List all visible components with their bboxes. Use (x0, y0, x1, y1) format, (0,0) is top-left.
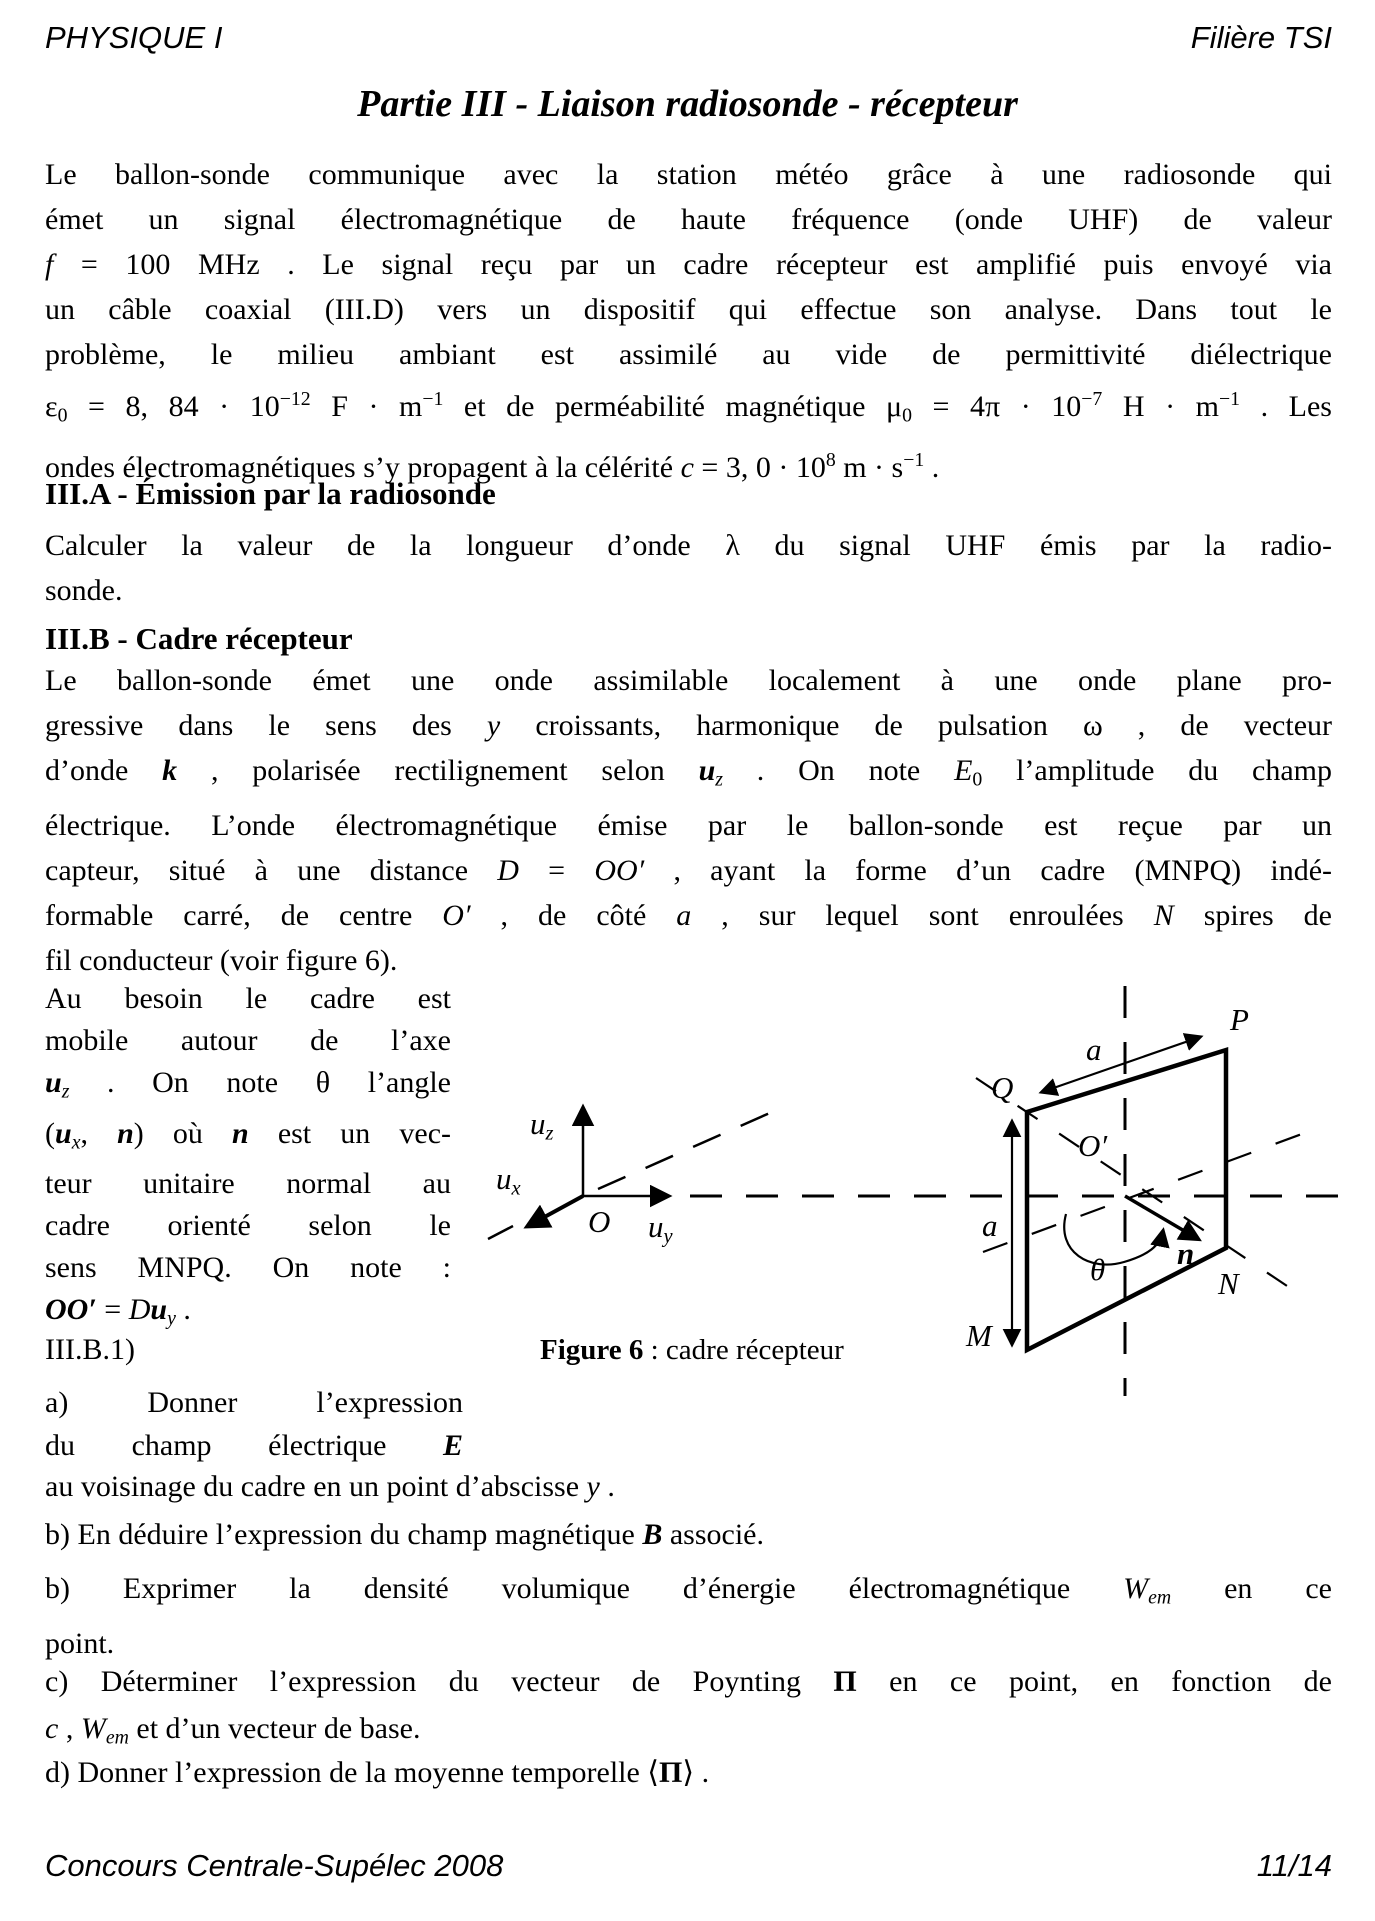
text-line: Calculer la valeur de la longueur d’onde λ du signal UHF émis par la radio- (45, 529, 1332, 562)
text-line: d’onde k , polarisée rectilignement selon uz . On note E0 l’amplitude du champ (45, 754, 1332, 791)
figure-caption: Figure 6 : cadre récepteur (540, 1334, 844, 1366)
text-line: c , Wem et d’un vecteur de base. (45, 1712, 421, 1749)
uy-axis-label: uy (648, 1209, 673, 1248)
text-line: ondes électromagnétiques s’y propagent à la célérité c = 3, $0 \cdot 10^8$ $m \cdot s^{-1}$ . (45, 449, 940, 485)
text-line: fil conducteur (voir figure 6). (45, 943, 398, 977)
text-line: émet un signal électromagnétique de haute fréquence (onde UHF) de valeur (45, 203, 1332, 236)
x-axis-dashed-extension (598, 1112, 772, 1189)
header-course-label: PHYSIQUE I (45, 20, 223, 55)
x-direction-dashed-through-oprime (983, 1128, 1318, 1252)
text-line: b) Exprimer la densité volumique d’énergie électromagnétique Wem en ce (45, 1572, 1332, 1609)
text-line: OO′ = Duy . (45, 1293, 191, 1330)
text-line: capteur, situé à une distance D = OO′ , ayant la forme d’un cadre (MNPQ) indé- (45, 853, 1333, 887)
text-line: mobile autour de l’axe (45, 1024, 451, 1057)
oprime-label: O′ (1078, 1128, 1108, 1163)
question-a-narrow (45, 1381, 463, 1467)
question-a-wide (45, 1464, 1332, 1509)
section-b-heading: III.B - Cadre récepteur (45, 621, 353, 656)
receiver-frame-outline (1027, 1050, 1226, 1350)
question-b1 (45, 1512, 1332, 1557)
text-line: problème, le milieu ambiant est assimilé au vide de permittivité diélectrique (45, 338, 1332, 371)
ux-axis-arrow (528, 1196, 583, 1226)
corner-m-label: M (966, 1318, 992, 1353)
text-line: gressive dans le sens des y croissants, harmonique de pulsation ω , de vecteur (45, 709, 1332, 742)
uz-axis-label: uz (530, 1106, 554, 1145)
text-line: un câble coaxial (III.D) vers un dispositif qui effectue son analyse. Dans tout le (45, 293, 1332, 326)
page-title: Partie III - Liaison radiosonde - récepteur (357, 83, 1018, 125)
text-line: (ux, n) où n est un vec- (45, 1116, 452, 1154)
side-a-top-label: a (1086, 1032, 1102, 1067)
theta-label: θ (1090, 1252, 1106, 1287)
text-line: sens MNPQ. On note : (45, 1251, 451, 1285)
text-line: au voisinage du cadre en un point d’abscisse y . (45, 1470, 615, 1503)
corner-p-label: P (1230, 1002, 1249, 1037)
theta-angle-arc (1064, 1214, 1163, 1265)
header-track-label: Filière TSI (1190, 20, 1332, 55)
ux-axis-label: ux (496, 1161, 521, 1200)
text-line: a) Donner l’expression (45, 1386, 463, 1419)
section-a-paragraph (45, 523, 1332, 613)
section-a-heading: III.A - Émission par la radiosonde (45, 476, 496, 511)
question-b2 (45, 1566, 1332, 1667)
text-line: Au besoin le cadre est (45, 982, 451, 1015)
x-axis-dash-lower (488, 1226, 513, 1239)
section-b-paragraph (45, 658, 1332, 983)
text-line: électrique. L’onde électromagnétique émise par le ballon-sonde est reçue par un (45, 808, 1332, 842)
text-line: formable carré, de centre O′ , de côté a , sur lequel sont enroulées N spires de (45, 898, 1333, 932)
normal-vector-label: n (1177, 1236, 1195, 1271)
text-line: Le ballon-sonde émet une onde assimilable localement à une onde plane pro- (45, 664, 1332, 697)
text-line: point. (45, 1626, 115, 1660)
text-line: du champ électrique E (45, 1429, 463, 1462)
text-line: c) Déterminer l’expression du vecteur de Poynting Π en ce point, en fonction de (45, 1665, 1332, 1698)
footer-exam-label: Concours Centrale-Supélec 2008 (45, 1848, 504, 1883)
text-line: f = 100 MHz . Le signal reçu par un cadre récepteur est amplifié puis envoyé via (45, 248, 1332, 281)
footer-page-number: 11/14 (1256, 1848, 1332, 1883)
text-line: Le ballon-sonde communique avec la station météo grâce à une radiosonde qui (45, 158, 1332, 191)
text-line: d) Donner l’expression de la moyenne temporelle ⟨Π⟩ . (45, 1756, 710, 1789)
side-column-paragraph (45, 978, 451, 1340)
text-line: uz . On note θ l’angle (45, 1066, 451, 1103)
corner-n-label: N (1218, 1266, 1239, 1301)
side-a-left-label: a (982, 1208, 998, 1243)
origin-o-label: O (588, 1204, 611, 1239)
question-d (45, 1750, 1332, 1795)
text-line: sonde. (45, 574, 123, 607)
subsection-label: III.B.1) (45, 1333, 135, 1366)
text-line: ε0 = 8, $84 \cdot 10^{-12}$ $F \cdot m^{-1}$ et de perméabilité magnétique $\mu 0 = 4\pi \cdot 10^{-7}$ $H \cdot m^{-1}$ . Les (45, 388, 1332, 427)
intro-paragraph (45, 152, 1332, 490)
text-line: cadre orienté selon le (45, 1209, 451, 1243)
question-c (45, 1658, 1332, 1762)
text-line: teur unitaire normal au (45, 1167, 451, 1201)
text-line: b) En déduire l’expression du champ magnétique B associé. (45, 1518, 764, 1551)
corner-q-label: Q (991, 1070, 1014, 1105)
